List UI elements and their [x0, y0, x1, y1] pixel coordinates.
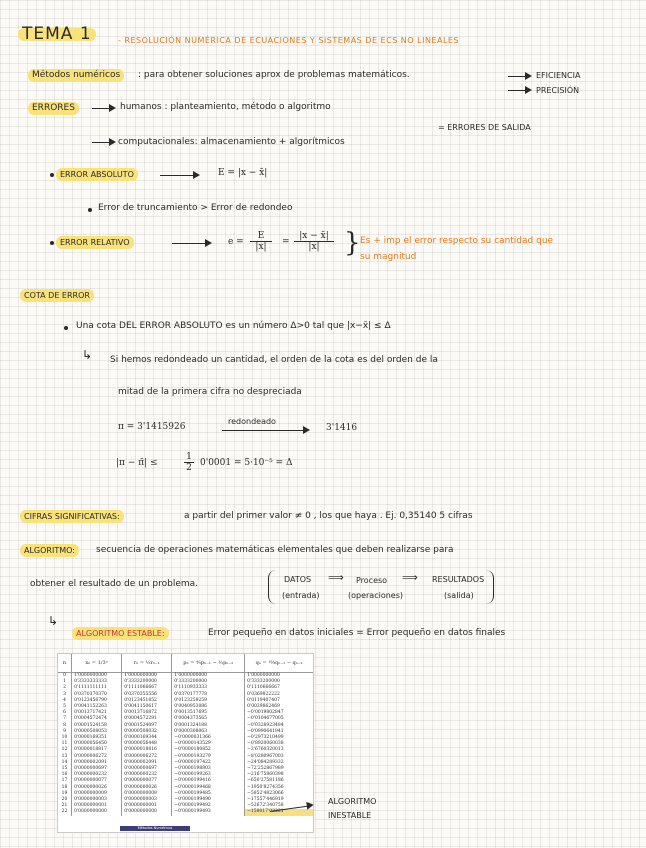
table-cell: −2'6760320013	[247, 747, 284, 753]
table-cell: 0'0001324188	[172, 723, 245, 729]
arrow-icon	[508, 90, 530, 91]
table-cell: 9	[58, 729, 72, 735]
precision-label: PRECISIÓN	[536, 86, 580, 95]
table-cell: 0'0000000001	[72, 803, 122, 809]
table-cell: 0'0000000009	[122, 791, 172, 797]
table-cell: −0'0000143529	[172, 741, 245, 747]
table-cell: 17	[58, 778, 72, 784]
inestable-line-1: ALGORITMO	[328, 797, 377, 806]
table-cell: −0'0000193279	[172, 754, 245, 760]
arrow-icon	[172, 243, 210, 244]
table-cell: 0'0029862469	[247, 704, 280, 710]
table-cell: −0'0000199485	[172, 791, 245, 797]
algoritmo-label: ALGORITMO:	[20, 544, 79, 557]
table-cell: 0'3333333333	[72, 679, 122, 685]
table-cell: 0	[58, 673, 72, 680]
table-cell: 14	[58, 760, 72, 766]
table-cell: 1'0000000000	[247, 673, 280, 678]
table-cell: −0'0000199493	[172, 809, 245, 815]
bullet-icon	[50, 173, 54, 177]
table-cell: 0'0000508053	[72, 729, 122, 735]
table-cell: 0'0370370370	[72, 692, 122, 698]
cota-line-3: mitad de la primera cifra no despreciada	[118, 387, 302, 397]
table-cell: −5852'4823066	[247, 790, 284, 796]
table-cell: −72'252867989	[247, 766, 284, 772]
table-cell: −0'2973210499	[247, 735, 284, 741]
table-cell: −17557'446919	[247, 797, 284, 803]
table-cell: 18	[58, 785, 72, 791]
table-cell: 12	[58, 747, 72, 753]
table-header-cell: rₙ = ⅓rₙ₋₁	[122, 654, 172, 673]
table-row	[58, 716, 313, 722]
table-cell: 0'0001524158	[72, 723, 122, 729]
salida-label: (salida)	[444, 591, 474, 600]
table-cell: 0'0000000232	[122, 772, 172, 778]
relativo-note-1: Es + imp el error respecto su cantidad que	[360, 236, 554, 246]
table-cell: 15	[58, 766, 72, 772]
table-footer: Métodos Numéricos	[120, 826, 190, 831]
arrow-icon	[508, 76, 530, 77]
table-cell: 0'0000018817	[72, 747, 122, 753]
table-cell: 0'0119407407	[247, 697, 280, 703]
table-cell: 0'0000508032	[122, 729, 172, 735]
resultados-label: RESULTADOS	[432, 575, 485, 584]
table-cell: 0'0000000077	[72, 778, 122, 784]
table-cell: 6	[58, 710, 72, 716]
table-cell: 1'0000000000	[72, 673, 122, 680]
table-cell: 0'0000000697	[122, 766, 172, 772]
inestable-line-2: INESTABLE	[328, 811, 372, 820]
table-header-cell: n	[58, 654, 72, 673]
algoritmo-text-2: obtener el resultado de un problema.	[30, 579, 199, 589]
table-cell: −0'0000180852	[172, 747, 245, 753]
table-cell: −650'27581186	[247, 778, 284, 784]
redondeado-label: redondeado	[228, 417, 276, 426]
table-cell: −52672'340758	[247, 803, 284, 809]
table-cell: 0'1111111111	[72, 685, 122, 691]
table-cell: 1'0000000000	[122, 673, 172, 680]
errores-label: ERRORES	[28, 102, 79, 115]
error-absoluto-formula: E = |x − x̄|	[218, 168, 268, 178]
table-cell: 13	[58, 754, 72, 760]
table-cell: −0'0000198803	[172, 766, 245, 772]
brace-icon: }	[344, 228, 361, 258]
arrow-icon	[92, 108, 114, 109]
table-cell: −0'0000199416	[172, 778, 245, 784]
pi-rounded: 3'1416	[326, 423, 358, 433]
table-cell: 20	[58, 797, 72, 803]
table-row	[58, 778, 313, 784]
table-cell: 0'0000000001	[122, 803, 172, 809]
pi-value: π = 3'1415926	[118, 422, 186, 432]
table-header-cell: qₙ = ¹⁰⁄₃qₙ₋₁ − qₙ₋₂	[245, 654, 313, 673]
metodos-text: : para obtener soluciones aprox de problemas matemáticos.	[138, 70, 410, 80]
table-cell: −0'0328923484	[247, 722, 284, 728]
table-cell: 2	[58, 685, 72, 691]
table-cell: 0'0123451852	[122, 698, 172, 704]
page-subtitle: - RESOLUCIÓN NUMÉRICA DE ECUACIONES Y SISTEMAS DE ECS NO LINEALES	[118, 36, 460, 45]
table-header-cell: pₙ = ⁴⁄₃pₙ₋₁ − ⅓pₙ₋₂	[172, 654, 245, 673]
entrada-label: (entrada)	[282, 591, 320, 600]
table-cell: 0'0004572291	[122, 716, 172, 722]
errores-humanos: humanos : planteamiento, método o algoritmo	[120, 102, 331, 112]
table-cell: 0'0000000003	[72, 797, 122, 803]
error-absoluto-label: ERROR ABSOLUTO	[56, 168, 138, 181]
table-cell: 0'3333200000	[172, 679, 245, 685]
table-cell: −158017'02221	[245, 809, 313, 815]
bullet-icon	[88, 208, 92, 212]
table-cell: 0'0000002091	[72, 760, 122, 766]
table-cell: 5	[58, 704, 72, 710]
table-cell: 3	[58, 692, 72, 698]
table-cell: 0'0000169351	[72, 735, 122, 741]
table-header-cell: xₙ = 1/3ⁿ	[72, 654, 122, 673]
table-cell: 0'0013716872	[122, 710, 172, 716]
table-cell: 0'0000056448	[122, 741, 172, 747]
table-cell: 0'0000169344	[122, 735, 172, 741]
table-cell: 8	[58, 723, 72, 729]
fraction-half: $\frac{1}{2}$	[184, 452, 194, 473]
arrow-icon	[222, 430, 308, 431]
fraction-e: $\frac{E}{|x|}$	[250, 231, 272, 252]
proceso-label: Proceso	[356, 576, 388, 585]
table-cell: 0'3333200000	[122, 679, 172, 685]
table-cell: 16	[58, 772, 72, 778]
table-cell: 0'0001524097	[122, 723, 172, 729]
table-cell: 0'0000000077	[122, 778, 172, 784]
table-cell: 10	[58, 735, 72, 741]
table-cell: 0'0000308063	[172, 729, 245, 735]
table-cell: 0'0004572474	[72, 716, 122, 722]
arrow-icon	[92, 142, 114, 143]
table-cell: −1950'8274356	[247, 784, 284, 790]
cifras-text: a partir del primer valor ≠ 0 , los que haya . Ej. 0,35140 5 cifras	[184, 511, 473, 521]
table-cell: 0'3333200000	[247, 679, 280, 685]
table-cell: 0'0013717421	[72, 710, 122, 716]
stability-table	[57, 653, 314, 833]
table-row	[58, 723, 313, 729]
errores-computacionales: computacionales: almacenamiento + algorítmicos	[118, 137, 345, 147]
table-cell: 0'0370177778	[172, 692, 245, 698]
double-arrow-icon: ⟹	[328, 571, 344, 584]
table-cell: 0'0000000697	[72, 766, 122, 772]
table-row	[58, 754, 313, 760]
double-arrow-icon: ⟹	[402, 571, 418, 584]
table-cell: 0'1110933333	[172, 685, 245, 691]
table-cell: 0'0123456790	[72, 698, 122, 704]
table-cell: 0'0000000000	[72, 809, 122, 815]
eficiencia-label: EFICIENCIA	[536, 71, 581, 80]
table-cell: −0'0000199263	[172, 772, 245, 778]
truncamiento-text: Error de truncamiento > Error de redondeo	[98, 203, 293, 213]
table-cell: 1	[58, 679, 72, 685]
table-cell: 1'0000000000	[172, 673, 245, 680]
table-cell: 0'0041150617	[122, 704, 172, 710]
table-cell: 0'0000000000	[122, 809, 172, 815]
estable-text: Error pequeño en datos iniciales = Error pequeño en datos finales	[208, 628, 506, 638]
table-cell: −0'0104677005	[247, 716, 284, 722]
table-cell: 0'0004373565	[172, 716, 245, 722]
table-cell: 0'0000000026	[122, 785, 172, 791]
errores-salida: = ERRORES DE SALIDA	[438, 123, 531, 132]
table-cell: −0'0000199490	[172, 797, 245, 803]
table-cell: −0'8920060038	[247, 741, 284, 747]
table-row	[58, 692, 313, 698]
operaciones-label: (operaciones)	[348, 591, 404, 600]
bullet-icon	[64, 326, 68, 330]
table-cell: 0'0000006272	[122, 754, 172, 760]
table-cell: 19	[58, 791, 72, 797]
table-cell: −216'75860398	[247, 772, 284, 778]
table-cell: 21	[58, 803, 72, 809]
bound-rhs: 0'0001 = 5·10⁻⁵ = Δ	[200, 458, 293, 468]
table-cell: −24'084289332	[247, 759, 284, 765]
relativo-note-2: su magnitud	[360, 252, 417, 262]
table-cell: 4	[58, 698, 72, 704]
fraction-xbar: $\frac{|x - x̄|}{|x|}$	[294, 231, 334, 252]
sub-arrow-icon: ↳	[48, 614, 59, 628]
table-cell: 0'0000000003	[122, 797, 172, 803]
error-relativo-label: ERROR RELATIVO	[56, 236, 134, 249]
cota-line-1: Una cota DEL ERROR ABSOLUTO es un número Δ>0 tal que |x−x̄| ≤ Δ	[76, 321, 391, 331]
table-row	[58, 685, 313, 691]
table-cell: −0'0000199468	[172, 785, 245, 791]
table-cell: 0'0040953086	[172, 704, 245, 710]
datos-label: DATOS	[284, 575, 312, 584]
table-cell: −0'0019802847	[247, 710, 284, 716]
table-cell: 0'0000000009	[72, 791, 122, 797]
page-title: TEMA 1	[18, 28, 96, 41]
cota-line-2: Si hemos redondeado un cantidad, el orden de la cota es del orden de la	[110, 355, 438, 365]
table-cell: 0'0000056450	[72, 741, 122, 747]
table-cell: 0'0000002091	[122, 760, 172, 766]
table-cell: −8'0280967003	[247, 753, 284, 759]
cifras-label: CIFRAS SIGNIFICATIVAS:	[20, 510, 124, 523]
bound-lhs: |π − π̄| ≤	[116, 458, 158, 468]
table-cell: 11	[58, 741, 72, 747]
table-cell: 0'0041152263	[72, 704, 122, 710]
arrow-icon	[160, 175, 198, 176]
relativo-lhs: e =	[228, 237, 244, 247]
table-cell: 0'0000000232	[72, 772, 122, 778]
table-cell: 0'0370355556	[122, 692, 172, 698]
table-cell: −0'0000199492	[172, 803, 245, 809]
table-cell: 22	[58, 809, 72, 815]
algoritmo-text-1: secuencia de operaciones matemáticas elementales que deben realizarse para	[96, 545, 454, 555]
table-row	[58, 785, 313, 791]
cota-heading: COTA DE ERROR	[20, 289, 94, 302]
relativo-eq: =	[282, 237, 290, 247]
table-cell: 0'1110666667	[247, 685, 280, 691]
table-cell: −0'0990641941	[247, 728, 284, 734]
table-cell: 0'0123259259	[172, 698, 245, 704]
table-cell: 7	[58, 716, 72, 722]
table-cell: 0'1111066667	[122, 685, 172, 691]
estable-label: ALGORITMO ESTABLE:	[72, 627, 169, 640]
table-cell: 0'0369822222	[247, 691, 280, 697]
table-cell: 0'0000018816	[122, 747, 172, 753]
table-cell: 0'0000000026	[72, 785, 122, 791]
table-row	[58, 747, 313, 753]
table-cell: 0'0013517695	[172, 710, 245, 716]
table-cell: −0'0000197422	[172, 760, 245, 766]
sub-arrow-icon: ↳	[82, 348, 93, 362]
metodos-label: Métodos numéricos	[28, 69, 124, 82]
table-cell: −0'0000031366	[172, 735, 245, 741]
bullet-icon	[50, 241, 54, 245]
table-cell: 0'0000006272	[72, 754, 122, 760]
